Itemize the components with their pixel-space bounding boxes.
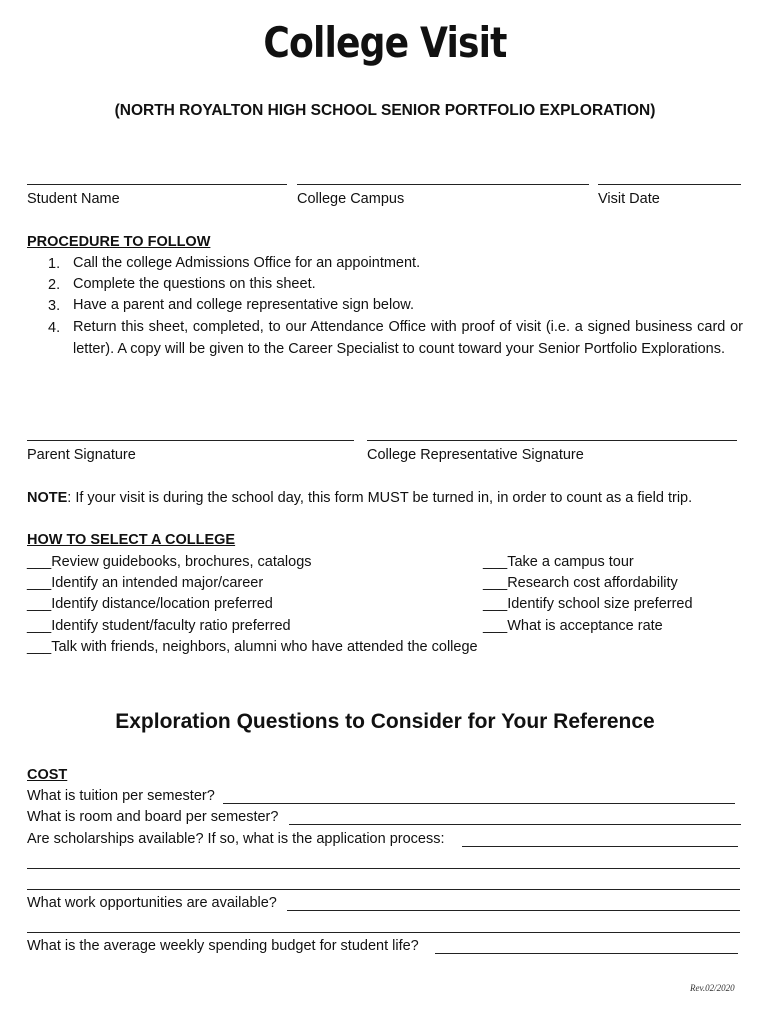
tuition-answer-line[interactable] — [223, 803, 735, 804]
question-spending: What is the average weekly spending budget for student life? — [27, 938, 419, 954]
student-name-label: Student Name — [27, 191, 120, 207]
checklist-item[interactable]: ___Talk with friends, neighbors, alumni who have attended the college — [27, 639, 478, 655]
work-answer-line[interactable] — [287, 910, 740, 911]
parent-signature-line[interactable] — [27, 440, 354, 441]
note — [27, 490, 692, 506]
procedure-step: Complete the questions on this sheet. — [73, 276, 316, 292]
checklist-item[interactable]: ___Review guidebooks, brochures, catalogs — [27, 554, 312, 570]
checklist-item[interactable]: ___Research cost affordability — [483, 575, 678, 591]
visit-date-line[interactable] — [598, 184, 741, 185]
question-room-board: What is room and board per semester? — [27, 809, 279, 825]
exploration-heading: Exploration Questions to Consider for Your Reference — [115, 710, 655, 733]
checklist-item[interactable]: ___Take a campus tour — [483, 554, 634, 570]
student-name-line[interactable] — [27, 184, 287, 185]
college-campus-label: College Campus — [297, 191, 405, 207]
cost-heading: COST — [27, 767, 68, 783]
procedure-step: Return this sheet, completed, to our Attendance Office with proof of visit (i.e. a signed business card or letter). A copy will be given to the Career Specialist to count toward your Senior Portfolio Explorations. — [73, 319, 743, 357]
question-scholarships: Are scholarships available? If so, what is the application process: — [27, 831, 445, 847]
page-subtitle: (NORTH ROYALTON HIGH SCHOOL SENIOR PORTFOLIO EXPLORATION) — [114, 102, 656, 119]
checklist-item[interactable]: ___Identify student/faculty ratio preferred — [27, 618, 291, 634]
college-rep-signature-line[interactable] — [367, 440, 737, 441]
checklist-item[interactable]: ___What is acceptance rate — [483, 618, 663, 634]
step-number: 1. — [48, 256, 61, 272]
question-tuition: What is tuition per semester? — [27, 788, 215, 804]
parent-signature-label: Parent Signature — [27, 447, 136, 463]
scholarships-answer-line[interactable] — [462, 846, 738, 847]
how-to-heading: HOW TO SELECT A COLLEGE — [27, 532, 236, 548]
checklist-item[interactable]: ___Identify distance/location preferred — [27, 596, 273, 612]
revision-note: Rev.02/2020 — [690, 983, 735, 993]
step-number: 4. — [48, 320, 61, 336]
college-campus-line[interactable] — [297, 184, 589, 185]
step-number: 2. — [48, 277, 61, 293]
visit-date-label: Visit Date — [598, 191, 660, 207]
procedure-heading: PROCEDURE TO FOLLOW — [27, 234, 211, 250]
checklist-item[interactable]: ___Identify school size preferred — [483, 596, 693, 612]
note-label: NOTE — [27, 490, 68, 506]
note-text: : If your visit is during the school day, this form MUST be turned in, in order to count as a field trip. — [67, 490, 693, 506]
question-work: What work opportunities are available? — [27, 895, 277, 911]
spending-answer-line[interactable] — [435, 953, 738, 954]
step-number: 3. — [48, 298, 61, 314]
work-answer-line-2[interactable] — [27, 932, 740, 933]
procedure-step: Have a parent and college representative sign below. — [73, 297, 414, 313]
college-rep-signature-label: College Representative Signature — [367, 447, 584, 463]
page-title: College Visit — [263, 18, 507, 67]
checklist-item[interactable]: ___Identify an intended major/career — [27, 575, 264, 591]
procedure-step: Call the college Admissions Office for an appointment. — [73, 255, 421, 271]
scholarships-answer-line-3[interactable] — [27, 889, 740, 890]
room-board-answer-line[interactable] — [289, 824, 741, 825]
scholarships-answer-line-2[interactable] — [27, 868, 740, 869]
